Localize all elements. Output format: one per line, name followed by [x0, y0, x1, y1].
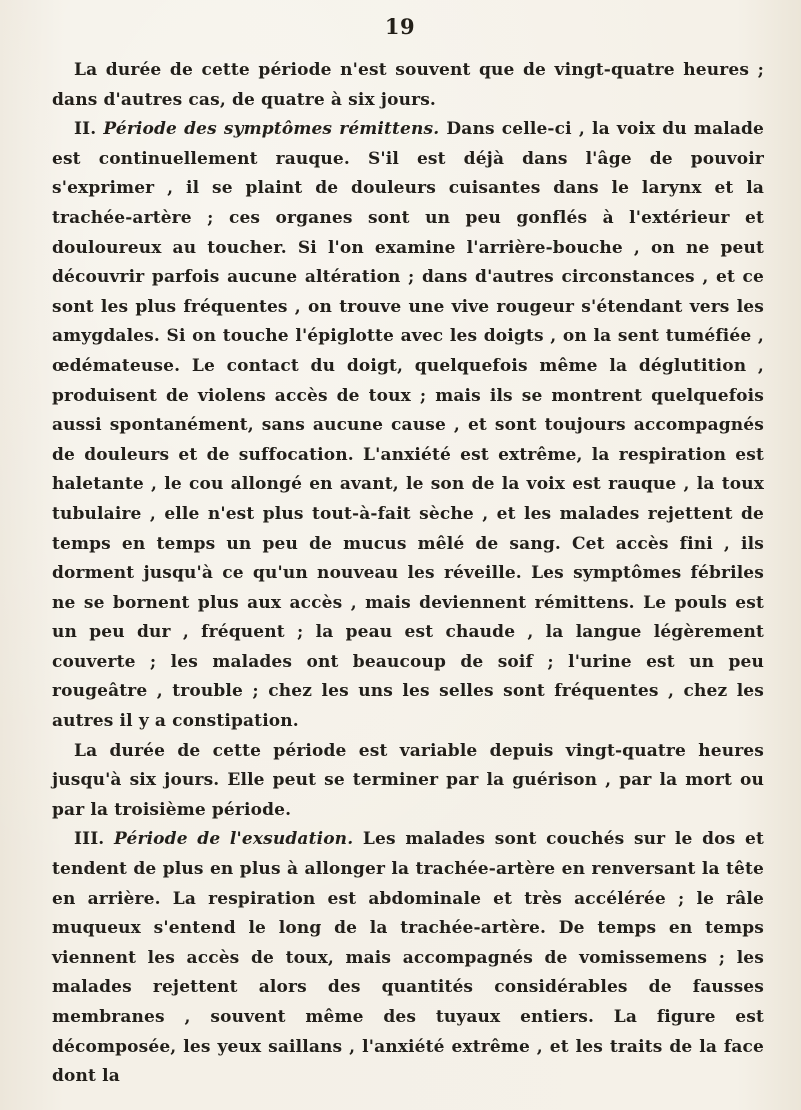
paragraph-text: La durée de cette période est variable depuis vingt-quatre heures jusqu'à six jours. Elle peut se terminer par la guérison , par la mort ou par la troisième période. [52, 740, 764, 820]
section-title: Période de l'exsudation. [114, 829, 354, 850]
paragraph-second-period-duration [52, 737, 764, 826]
section-number: II. [74, 119, 97, 140]
section-number: III. [74, 829, 105, 850]
page-number: 19 [384, 14, 416, 39]
body-text [52, 56, 764, 1092]
section-title: Période des symptômes rémittens. [103, 119, 440, 140]
paragraph-first-period-duration [52, 56, 764, 115]
paragraph-section-ii [52, 115, 764, 736]
paragraph-section-iii [52, 825, 764, 1091]
paragraph-text: Dans celle-ci , la voix du malade est continuellement rauque. S'il est déjà dans l'âge de pouvoir s'exprimer , il se plaint de douleurs cuisantes dans le larynx et la trachée-artère ; ces organes sont un peu gonflés à l'extérieur et douloureux au toucher. Si l'on examine l'arrière-bouche , on ne peut découvrir parfois aucune altération ; dans d'autres circonstances , et ce sont les plus fréquentes , on trouve une vive rougeur s'étendant vers les amygdales. Si on touche l'épiglotte avec les doigts , on la sent tuméfiée , œdémateuse. Le contact du doigt, quelquefois même la déglutition , produisent de violens accès de toux ; mais ils se montrent quelquefois aussi spontanément, sans aucune cause , et sont toujours accompagnés de douleurs et de suffocation. L'anxiété est extrême, la respiration est haletante , le cou allongé en avant, le son de la voix est rauque , la toux tubulaire , elle n'est plus tout-à-fait sèche , et les malades rejettent de temps en temps un peu de mucus mêlé de sang. Cet accès fini , ils dorment jusqu'à ce qu'un nouveau les réveille. Les symptômes fébriles ne se bornent plus aux accès , mais deviennent rémittens. Le pouls est un peu dur , fréquent ; la peau est chaude , la langue légèrement couverte ; les malades ont beaucoup de soif ; l'urine est un peu rougeâtre , trouble ; chez les uns les selles sont fréquentes , chez les autres il y a constipation. [52, 119, 765, 732]
paragraph-text: La durée de cette période n'est souvent que de vingt-quatre heures ; dans d'autres cas, de quatre à six jours. [52, 60, 764, 110]
paragraph-text: Les malades sont couchés sur le dos et tendent de plus en plus à allonger la trachée-artère en renversant la tête en arrière. La respiration est abdominale et très accélérée ; le râle muqueux s'entend le long de la trachée-artère. De temps en temps viennent les accès de toux, mais accompagnés de vomissemens ; les malades rejettent alors des quantités considérables de fausses membranes , souvent même des tuyaux entiers. La figure est décomposée, les yeux saillans , l'anxiété extrême , et les traits de la face dont la [52, 829, 764, 1087]
